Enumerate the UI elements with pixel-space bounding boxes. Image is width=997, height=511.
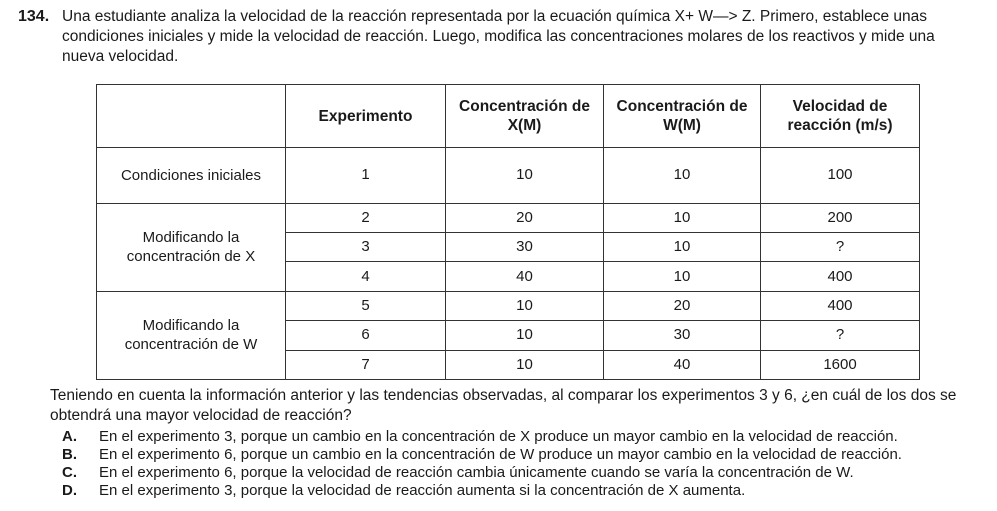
cell-conc-w: 30 bbox=[604, 321, 761, 350]
option-a[interactable] bbox=[62, 428, 982, 446]
option-text: En el experimento 6, porque la velocidad de reacción cambia únicamente cuando se varía la concentración de W. bbox=[99, 464, 854, 481]
table-row bbox=[97, 203, 920, 232]
cell-conc-x: 10 bbox=[446, 350, 604, 379]
cell-experimento: 7 bbox=[286, 350, 446, 379]
group-condiciones-iniciales: Condiciones iniciales bbox=[97, 148, 286, 204]
cell-velocidad: 200 bbox=[761, 203, 920, 232]
cell-velocidad: 1600 bbox=[761, 350, 920, 379]
cell-conc-w: 10 bbox=[604, 203, 761, 232]
experiment-table bbox=[96, 84, 920, 380]
cell-velocidad: ? bbox=[761, 321, 920, 350]
group-modificando-x: Modificando la concentración de X bbox=[97, 203, 286, 291]
question-prompt: Teniendo en cuenta la información anterior y las tendencias observadas, al comparar los experimentos 3 y 6, ¿en cuál de los dos se obtendrá una mayor velocidad de reacción? bbox=[50, 387, 957, 424]
cell-experimento: 1 bbox=[286, 148, 446, 204]
group-modificando-w: Modificando la concentración de W bbox=[97, 291, 286, 379]
cell-experimento: 3 bbox=[286, 233, 446, 262]
table-row bbox=[97, 291, 920, 320]
cell-experimento: 2 bbox=[286, 203, 446, 232]
option-letter: D. bbox=[62, 482, 77, 499]
cell-conc-w: 10 bbox=[604, 262, 761, 291]
header-conc-x: Concentración de X(M) bbox=[446, 85, 604, 148]
option-letter: C. bbox=[62, 464, 77, 481]
option-b[interactable] bbox=[62, 446, 982, 464]
option-text: En el experimento 6, porque un cambio en la concentración de W produce un mayor cambio en la velocidad de reacción. bbox=[99, 446, 902, 463]
header-group bbox=[97, 85, 286, 148]
cell-conc-w: 10 bbox=[604, 233, 761, 262]
cell-velocidad: 400 bbox=[761, 262, 920, 291]
cell-experimento: 5 bbox=[286, 291, 446, 320]
cell-conc-w: 10 bbox=[604, 148, 761, 204]
header-experimento: Experimento bbox=[286, 85, 446, 148]
cell-conc-w: 20 bbox=[604, 291, 761, 320]
option-text: En el experimento 3, porque la velocidad de reacción aumenta si la concentración de X aumenta. bbox=[99, 482, 746, 499]
cell-conc-x: 10 bbox=[446, 291, 604, 320]
question-text: Una estudiante analiza la velocidad de la reacción representada por la ecuación química X+ W—> Z. Primero, establece unas condiciones iniciales y mide la velocidad de reacción. Luego, modifica las concentraciones molares de los reactivos y mide una nueva velocidad. bbox=[62, 8, 935, 65]
cell-experimento: 4 bbox=[286, 262, 446, 291]
option-text: En el experimento 3, porque un cambio en la concentración de X produce un mayor cambio en la velocidad de reacción. bbox=[99, 428, 898, 445]
answer-options bbox=[62, 428, 982, 500]
option-c[interactable] bbox=[62, 464, 982, 482]
cell-velocidad: 400 bbox=[761, 291, 920, 320]
table-row bbox=[97, 148, 920, 204]
cell-conc-x: 10 bbox=[446, 148, 604, 204]
cell-experimento: 6 bbox=[286, 321, 446, 350]
header-velocidad: Velocidad de reacción (m/s) bbox=[761, 85, 920, 148]
header-conc-w: Concentración de W(M) bbox=[604, 85, 761, 148]
table-header-row bbox=[97, 85, 920, 148]
question-header bbox=[18, 7, 980, 67]
option-letter: B. bbox=[62, 446, 77, 463]
cell-conc-w: 40 bbox=[604, 350, 761, 379]
cell-conc-x: 20 bbox=[446, 203, 604, 232]
cell-conc-x: 40 bbox=[446, 262, 604, 291]
cell-velocidad: 100 bbox=[761, 148, 920, 204]
cell-conc-x: 30 bbox=[446, 233, 604, 262]
cell-velocidad: ? bbox=[761, 233, 920, 262]
cell-conc-x: 10 bbox=[446, 321, 604, 350]
question-number: 134. bbox=[18, 8, 50, 25]
option-letter: A. bbox=[62, 428, 77, 445]
option-d[interactable] bbox=[62, 482, 982, 500]
